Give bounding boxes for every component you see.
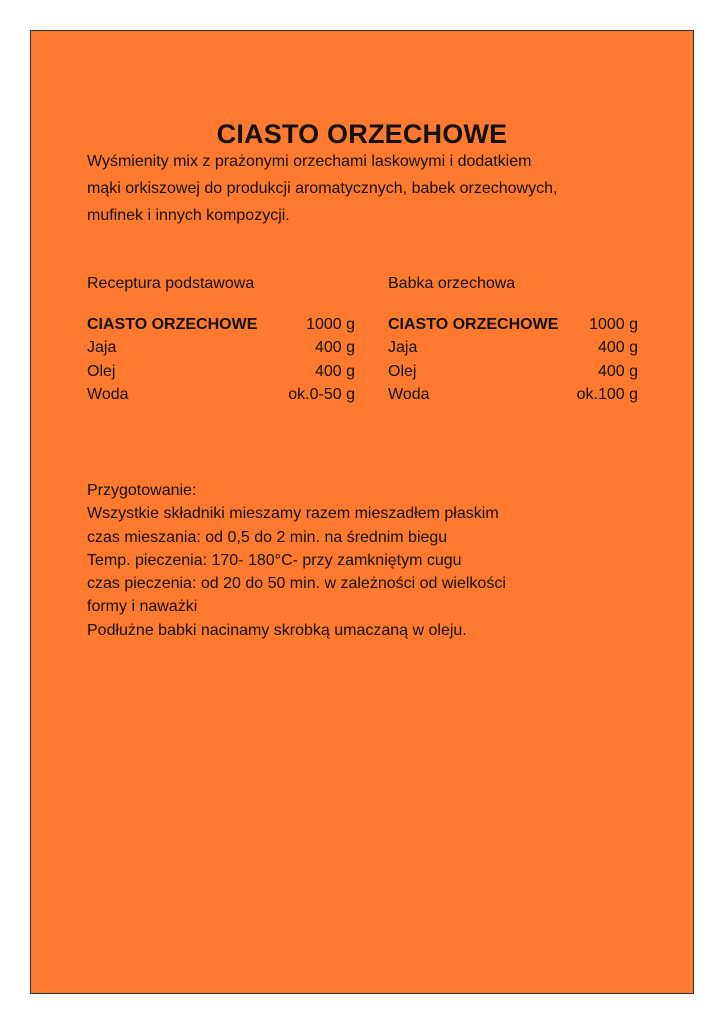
preparation-line: Podłużne babki nacinamy skrobką umaczaną w oleju.: [87, 621, 467, 639]
recipe-nut-babka: [388, 270, 638, 406]
ingredient-amount: ok.100 g: [576, 385, 638, 403]
ingredient-amount: 1000 g: [589, 316, 638, 333]
ingredient-row: [388, 383, 638, 406]
preparation-line: czas pieczenia: od 20 do 50 min. w zależności od wielkości: [87, 575, 506, 593]
ingredient-row: [87, 336, 355, 359]
ingredient-name: Woda: [388, 385, 430, 403]
intro-line: Wyśmienity mix z prażonymi orzechami laskowymi i dodatkiem: [87, 153, 532, 170]
ingredient-amount: 400 g: [314, 339, 355, 357]
ingredient-row: [388, 360, 638, 383]
intro-line: mufinek i innych kompozycji.: [87, 207, 290, 224]
ingredient-name: Olej: [388, 362, 417, 380]
ingredient-name: Jaja: [87, 339, 117, 357]
ingredient-row: [388, 313, 638, 336]
ingredient-name: Jaja: [388, 339, 418, 357]
preparation-section: [87, 479, 647, 642]
preparation-line: Wszystkie składniki mieszamy razem mieszadłem płaskim: [87, 505, 499, 523]
preparation-line: formy i naważki: [87, 598, 198, 616]
ingredient-amount: 1000 g: [306, 316, 355, 333]
ingredient-name: Olej: [87, 362, 116, 380]
ingredient-list: [87, 313, 355, 406]
intro-paragraph: [87, 148, 647, 229]
ingredient-amount: ok.0-50 g: [288, 385, 355, 403]
ingredient-name: CIASTO ORZECHOWE: [388, 316, 559, 333]
ingredient-row: [388, 336, 638, 359]
ingredient-name: Woda: [87, 385, 129, 403]
ingredient-list: [388, 313, 638, 406]
ingredient-row: [87, 360, 355, 383]
ingredient-amount: 400 g: [314, 362, 355, 380]
preparation-line: czas mieszania: od 0,5 do 2 min. na średnim biegu: [87, 528, 448, 546]
document-page: [30, 30, 694, 994]
ingredient-amount: 400 g: [597, 339, 638, 357]
recipe-heading: Receptura podstawowa: [87, 275, 255, 292]
ingredient-name: CIASTO ORZECHOWE: [87, 316, 258, 333]
preparation-line: Temp. pieczenia: 170- 180°C- przy zamkniętym cugu: [87, 551, 462, 569]
recipe-heading: Babka orzechowa: [388, 275, 516, 292]
page-title: CIASTO ORZECHOWE: [216, 119, 508, 149]
ingredient-row: [87, 383, 355, 406]
ingredient-amount: 400 g: [597, 362, 638, 380]
preparation-heading: Przygotowanie:: [87, 482, 197, 499]
intro-line: mąki orkiszowej do produkcji aromatycznych, babek orzechowych,: [87, 180, 558, 197]
recipe-basic: [87, 270, 355, 406]
ingredient-row: [87, 313, 355, 336]
